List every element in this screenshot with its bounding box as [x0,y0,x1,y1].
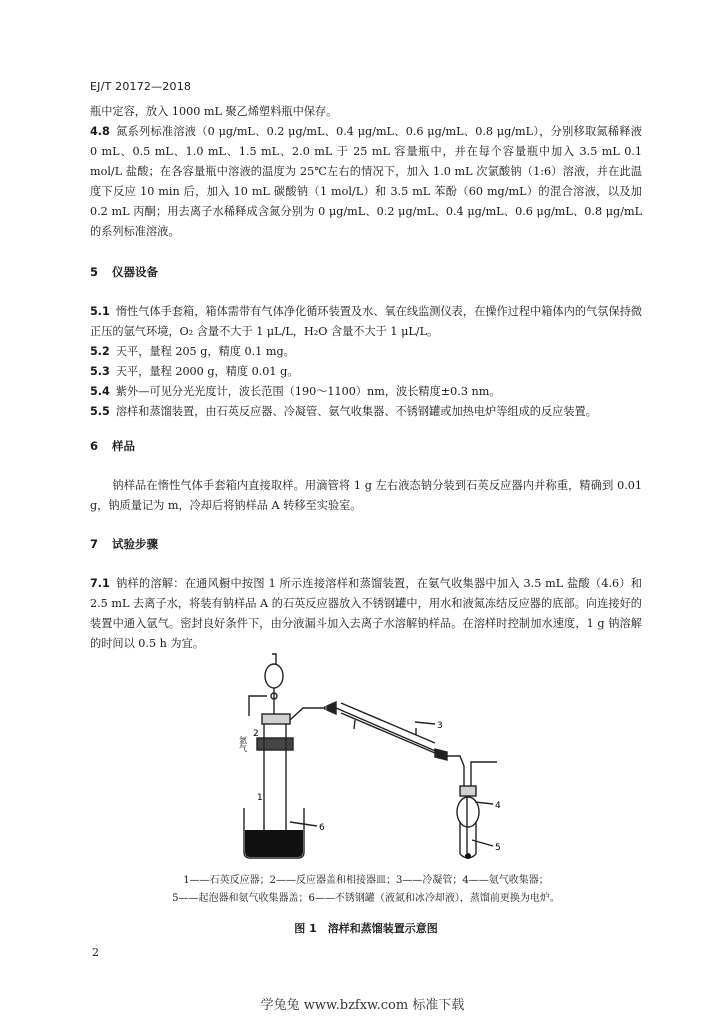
condenser-inner-tube [336,708,447,756]
collector-top-joint [460,786,476,796]
paragraph-continuation: 瓶中定容，放入 1000 mL 聚乙烯塑料瓶中保存。 [90,105,338,118]
condenser-joint-right [435,749,447,760]
leader-3 [415,722,435,724]
argon-label: 氩气 [238,736,248,752]
collector-liquid [465,853,471,859]
reactor-lid-clamp [257,738,293,750]
funnel-bulb [265,664,283,688]
label-3: 3 [437,721,443,731]
collector-inlet-tube [447,756,464,786]
clause-5-5: 5.5 溶样和蒸馏装置，由石英反应器、冷凝管、氨气收集器、不锈钢罐或加热电炉等组成的反应装置。 [90,405,597,418]
label-4: 4 [495,801,501,811]
apparatus-diagram [235,650,515,872]
reactor-top-joint [262,714,290,724]
section-6-text: 钠样品在惰性气体手套箱内直接取样。用滴管将 1 g 左右液态钠分装到石英反应器内并称重，精确到 0.01 g，钠质量记为 m，冷却后将钠样品 A 转移至实验室。 [90,479,642,512]
label-6: 6 [319,823,325,833]
apparatus-svg [235,650,515,868]
page-number: 2 [92,946,99,959]
clause-4-8 [90,122,642,242]
argon-inlet-tube [249,696,267,716]
clause-text: 氮系列标准溶液（0 μg/mL、0.2 μg/mL、0.4 μg/mL、0.6 μg/mL、0.8 μg/mL），分别移取氮稀释液 0 mL、0.5 mL、1.0 mL、1.5 mL、2.0 mL 于 25 mL 容量瓶中，并在每个容量瓶中加入 3.5 mL 0.1 mol/L 盐酸；在各容量瓶中溶液的温度为 25℃左右的情况下，加入 1.0 mL 次氯酸钠（1:6）溶液，并在此温度下反应 10 min 后，加入 10 mL 碳酸钠（1 mol/L）和 3.5 mL 苯酚（60 mg/mL）的混合溶液，以及加 0.2 mL 丙酮；用去离子水稀释成含氮分别为 0 μg/mL、0.2 μg/mL、0.4 μg/mL、0.6 μg/mL、0.8 μg/mL 的系列标准溶液。 [90,125,642,238]
section-7-heading: 7 试验步骤 [90,537,159,551]
watermark-footer: 学兔兔 www.bzfxw.com 标准下载 [260,998,465,1013]
funnel-stopper [272,654,276,664]
clause-5-2: 5.2 天平，量程 205 g，精度 0.1 mg。 [90,345,295,358]
standard-code-header: EJ/T 20172—2018 [90,80,192,93]
clause-5-4: 5.4 紫外—可见分光光度计，波长范围（190～1100）nm，波长精度±0.3 nm。 [90,385,501,398]
section-5-heading: 5 仪器设备 [90,265,159,279]
section-6-heading: 6 样品 [90,439,136,453]
collector-outlet-tube [471,762,497,786]
reactor-sample [265,830,285,850]
label-1: 1 [257,793,263,803]
label-2: 2 [253,729,259,739]
clause-5-1: 5.1 惰性气体手套箱，箱体需带有气体净化循环装置及水、氧在线监测仪表，在操作过程中箱体内的气氛保持微正压的氩气环境，O₂ 含量不大于 1 μL/L，H₂O 含量不大于 1 μL/L。 [90,305,642,338]
condenser-jacket-bottom [341,713,435,753]
figure-legend-line-1: 1——石英反应器；2——反应器盖和相接器皿；3——冷凝管；4——氨气收集器； [183,875,549,886]
clause-7-1: 7.1 钠样的溶解：在通风橱中按图 1 所示连接溶样和蒸馏装置，在氨气收集器中加入 3.5 mL 盐酸（4.6）和 2.5 mL 去离子水，将装有钠样品 A 的石英反应器放入不锈钢罐中，用水和液氮冻结反应器的底部。向连接好的装置中通入氩气。密封良好条件下，由分液漏斗加入去离子水溶解钠样品。在溶样时控制加水速度，1 g 钠溶解的时间以 0.5 h 为宜。 [90,577,642,650]
label-5: 5 [495,843,501,853]
reactor-side-arm [290,708,325,720]
clause-number: 4.8 [90,125,110,138]
figure-title: 图 1 溶样和蒸馏装置示意图 [294,922,438,935]
clause-5-3: 5.3 天平，量程 2000 g，精度 0.01 g。 [90,365,299,378]
leader-5 [472,840,493,846]
condenser-joint-left [327,702,336,714]
figure-legend-line-2: 5——起泡器和氨气收集器盖；6——不锈钢罐（液氮和冰冷却液），蒸馏前更换为电炉。 [172,893,560,904]
condenser-water-outlet [354,720,355,729]
